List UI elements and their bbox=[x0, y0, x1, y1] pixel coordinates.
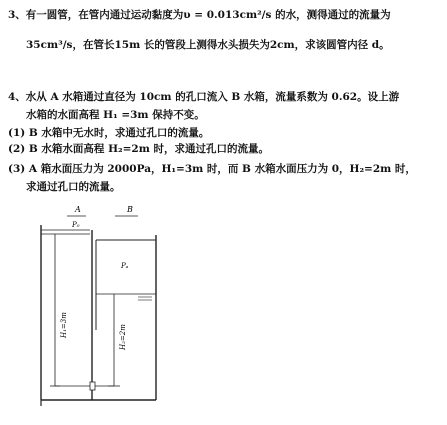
problem4-q3-line1: (3) A 箱水面压力为 2000Pa，H₁=3m 时，而 B 水箱水面压力为 0，H₂=2m 时， bbox=[8, 163, 416, 175]
label-H2: H₂=2m bbox=[119, 324, 127, 350]
orifice bbox=[90, 382, 95, 390]
problem4-q3-line2: 求通过孔口的流量。 bbox=[26, 181, 121, 193]
problem3-line1: 3、有一圆管，在管内通过运动黏度为υ = 0.013cm²/s 的水，测得通过的流量为 bbox=[8, 9, 391, 21]
label-H1: H₁=3m bbox=[60, 312, 68, 338]
label-A: A bbox=[75, 205, 81, 214]
label-P0: P₀ bbox=[72, 221, 80, 229]
problem4-q2: (2) B 水箱水面高程 H₂=2m 时，求通过孔口的流量。 bbox=[8, 143, 269, 155]
label-B: B bbox=[127, 205, 133, 214]
problem4-q1: (1) B 水箱中无水时，求通过孔口的流量。 bbox=[8, 127, 210, 139]
problem4-line2: 水箱的水面高程 H₁ =3m 保持不变。 bbox=[26, 109, 205, 121]
label-Pa: Pₐ bbox=[121, 262, 129, 270]
problem4-line1: 4、水从 A 水箱通过直径为 10cm 的孔口流入 B 水箱，流量系数为 0.62。设上游 bbox=[8, 91, 400, 103]
problem3-line2: 35cm³/s，在管长15m 长的管段上测得水头损失为2cm，求该圆管内径 d。 bbox=[26, 39, 390, 51]
